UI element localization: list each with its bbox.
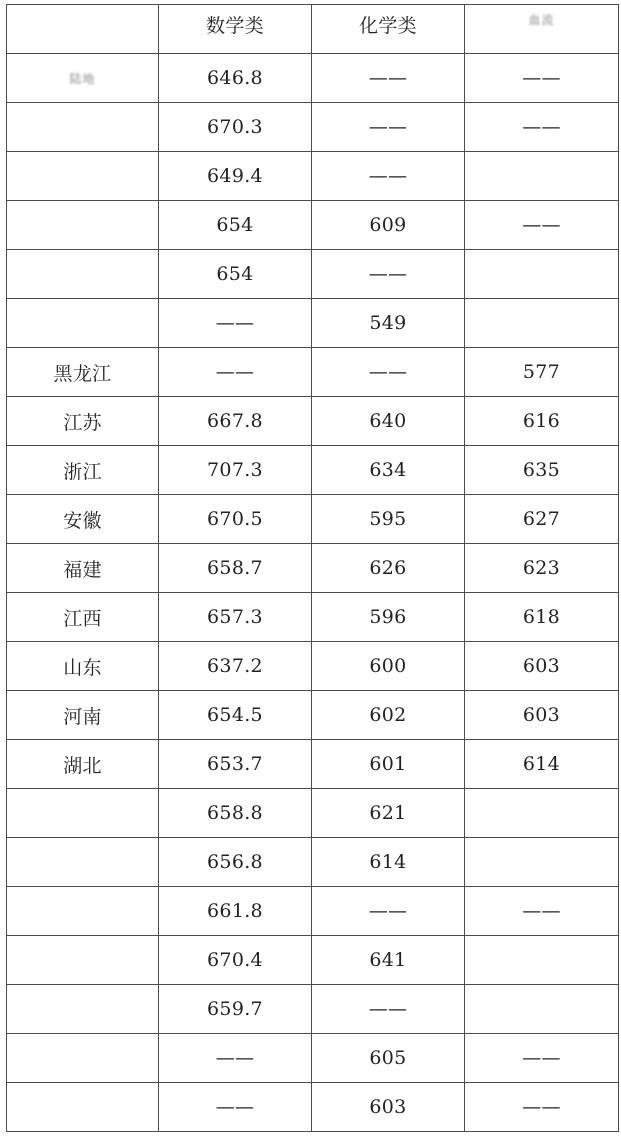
table-row	[7, 397, 619, 446]
province-cell	[7, 985, 159, 1034]
table-row	[7, 642, 619, 691]
province-cell	[7, 201, 159, 250]
chemistry-score-cell: 634	[312, 446, 465, 495]
math-score-cell: 670.3	[159, 103, 312, 152]
chemistry-score-cell: 641	[312, 936, 465, 985]
third-score-cell: 616	[465, 397, 619, 446]
table-row	[7, 250, 619, 299]
header-math: 数学类	[159, 5, 312, 54]
chemistry-score-cell: 609	[312, 201, 465, 250]
province-cell	[7, 1083, 159, 1132]
table-row	[7, 54, 619, 103]
province-cell	[7, 1034, 159, 1083]
third-score-cell: ——	[465, 1083, 619, 1132]
table-row	[7, 1083, 619, 1132]
chemistry-score-cell: ——	[312, 54, 465, 103]
table-row	[7, 201, 619, 250]
math-score-cell: ——	[159, 299, 312, 348]
chemistry-score-cell: 549	[312, 299, 465, 348]
math-score-cell: 657.3	[159, 593, 312, 642]
province-cell	[7, 887, 159, 936]
math-score-cell: 670.5	[159, 495, 312, 544]
table-row	[7, 495, 619, 544]
province-cell: 江苏	[7, 397, 159, 446]
math-score-cell: 637.2	[159, 642, 312, 691]
chemistry-score-cell: 595	[312, 495, 465, 544]
math-score-cell: 646.8	[159, 54, 312, 103]
province-cell	[7, 250, 159, 299]
province-cell: 陆地	[7, 54, 159, 103]
third-score-cell: 577	[465, 348, 619, 397]
chemistry-score-cell: 626	[312, 544, 465, 593]
province-cell	[7, 789, 159, 838]
third-score-cell: 603	[465, 642, 619, 691]
third-score-cell: 635	[465, 446, 619, 495]
province-cell: 湖北	[7, 740, 159, 789]
chemistry-score-cell: ——	[312, 103, 465, 152]
third-score-cell	[465, 250, 619, 299]
third-score-cell	[465, 838, 619, 887]
chemistry-score-cell: ——	[312, 887, 465, 936]
table-row	[7, 985, 619, 1034]
table-row	[7, 544, 619, 593]
table-row	[7, 1034, 619, 1083]
table-row	[7, 789, 619, 838]
third-score-cell: ——	[465, 103, 619, 152]
table-body	[7, 54, 619, 1132]
math-score-cell: ——	[159, 1034, 312, 1083]
third-score-cell: 623	[465, 544, 619, 593]
math-score-cell: 707.3	[159, 446, 312, 495]
third-score-cell	[465, 936, 619, 985]
math-score-cell: 649.4	[159, 152, 312, 201]
province-cell	[7, 299, 159, 348]
third-score-cell: ——	[465, 1034, 619, 1083]
chemistry-score-cell: 621	[312, 789, 465, 838]
math-score-cell: 661.8	[159, 887, 312, 936]
third-score-cell	[465, 985, 619, 1034]
third-score-cell: ——	[465, 201, 619, 250]
chemistry-score-cell: 614	[312, 838, 465, 887]
third-score-cell: ——	[465, 54, 619, 103]
header-chemistry: 化学类	[312, 5, 465, 54]
math-score-cell: 654.5	[159, 691, 312, 740]
chemistry-score-cell: ——	[312, 250, 465, 299]
third-score-cell: 614	[465, 740, 619, 789]
table-row	[7, 838, 619, 887]
math-score-cell: 667.8	[159, 397, 312, 446]
third-score-cell	[465, 152, 619, 201]
table-row	[7, 593, 619, 642]
province-cell: 江西	[7, 593, 159, 642]
third-score-cell: 627	[465, 495, 619, 544]
chemistry-score-cell: 601	[312, 740, 465, 789]
math-score-cell: 658.7	[159, 544, 312, 593]
province-cell	[7, 103, 159, 152]
math-score-cell: ——	[159, 348, 312, 397]
table-row	[7, 103, 619, 152]
header-province	[7, 5, 159, 54]
table-row	[7, 691, 619, 740]
chemistry-score-cell: 596	[312, 593, 465, 642]
math-score-cell: 670.4	[159, 936, 312, 985]
province-cell	[7, 838, 159, 887]
table-row	[7, 348, 619, 397]
table-header	[7, 5, 619, 54]
third-score-cell: ——	[465, 887, 619, 936]
math-score-cell: ——	[159, 1083, 312, 1132]
third-score-cell: 603	[465, 691, 619, 740]
score-table	[6, 4, 619, 1132]
province-cell	[7, 152, 159, 201]
province-cell: 安徽	[7, 495, 159, 544]
province-cell: 浙江	[7, 446, 159, 495]
math-score-cell: 659.7	[159, 985, 312, 1034]
chemistry-score-cell: 605	[312, 1034, 465, 1083]
math-score-cell: 658.8	[159, 789, 312, 838]
header-third: 血流	[465, 5, 619, 54]
chemistry-score-cell: 602	[312, 691, 465, 740]
math-score-cell: 653.7	[159, 740, 312, 789]
province-cell: 山东	[7, 642, 159, 691]
table-row	[7, 740, 619, 789]
header-row	[7, 5, 619, 54]
math-score-cell: 656.8	[159, 838, 312, 887]
table-row	[7, 936, 619, 985]
chemistry-score-cell: ——	[312, 985, 465, 1034]
province-cell	[7, 936, 159, 985]
third-score-cell	[465, 299, 619, 348]
score-table-container	[6, 4, 618, 1132]
chemistry-score-cell: 600	[312, 642, 465, 691]
province-cell: 黑龙江	[7, 348, 159, 397]
chemistry-score-cell: 640	[312, 397, 465, 446]
third-score-cell: 618	[465, 593, 619, 642]
table-row	[7, 152, 619, 201]
table-row	[7, 887, 619, 936]
math-score-cell: 654	[159, 201, 312, 250]
province-cell: 福建	[7, 544, 159, 593]
province-cell: 河南	[7, 691, 159, 740]
third-score-cell	[465, 789, 619, 838]
math-score-cell: 654	[159, 250, 312, 299]
chemistry-score-cell: 603	[312, 1083, 465, 1132]
table-row	[7, 446, 619, 495]
table-row	[7, 299, 619, 348]
chemistry-score-cell: ——	[312, 152, 465, 201]
chemistry-score-cell: ——	[312, 348, 465, 397]
